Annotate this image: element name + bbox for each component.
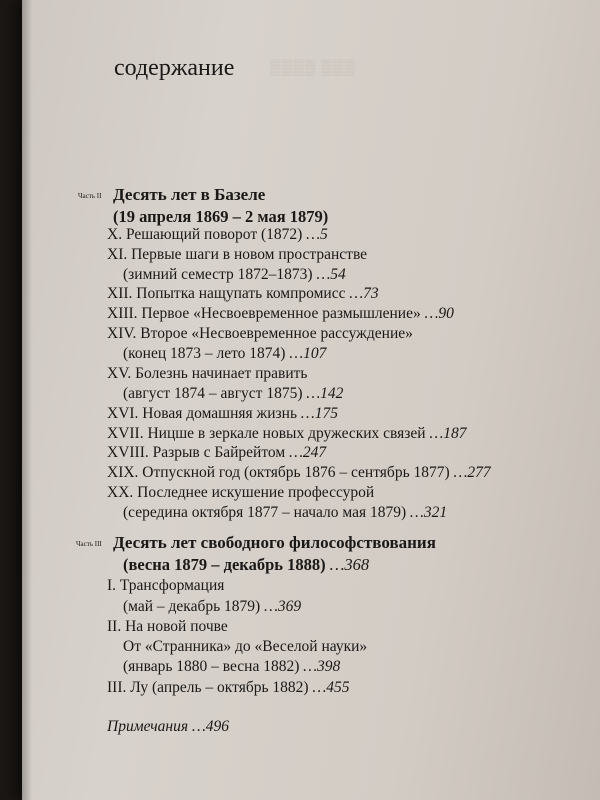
toc-entry: (конец 1873 – лето 1874) …107 [123, 345, 327, 362]
part-3-subtitle: (весна 1879 – декабрь 1888) …368 [123, 555, 370, 574]
page-number: …455 [312, 679, 350, 696]
page-number: …175 [300, 405, 338, 422]
toc-entry: (зимний семестр 1872–1873) …54 [123, 266, 346, 283]
page-number: …187 [429, 425, 467, 442]
toc-entry: (август 1874 – август 1875) …142 [123, 385, 344, 402]
toc-entry: XI. Первые шаги в новом пространстве [107, 246, 368, 263]
toc-entry: X. Решающий поворот (1872) …5 [107, 226, 328, 243]
toc-entry: XVI. Новая домашняя жизнь …175 [107, 405, 338, 422]
bleed-through-text: ▒▒▒▒ ▒▒▒ [270, 60, 357, 76]
page-number: …73 [349, 285, 379, 302]
part-2-title: Десять лет в Базеле [113, 185, 266, 204]
toc-entry: XVII. Ницше в зеркале новых дружеских связей …187 [107, 425, 467, 442]
part-3-label: Часть III [76, 540, 102, 548]
page-number: …142 [306, 385, 344, 402]
toc-entry: II. На новой почве [107, 618, 228, 635]
page-number: …496 [191, 718, 229, 735]
page-number: …54 [316, 266, 346, 283]
page-number: …398 [303, 658, 341, 675]
toc-entry: От «Странника» до «Веселой науки» [123, 638, 368, 655]
toc-entry: (январь 1880 – весна 1882) …398 [123, 658, 341, 675]
part-3-title: Десять лет свободного философствования [113, 533, 436, 552]
page-number: …90 [424, 305, 454, 322]
toc-entry: XIV. Второе «Несвоевременное рассуждение» [107, 325, 413, 342]
toc-entry: XIII. Первое «Несвоевременное размышление» …90 [107, 305, 454, 322]
page-number: …5 [306, 226, 328, 243]
page-edge-shadow [22, 0, 32, 800]
page-number: …277 [453, 464, 491, 481]
toc-entry: XII. Попытка нащупать компромисс …73 [107, 285, 379, 302]
part-2-label: Часть II [78, 192, 102, 200]
toc-entry: XX. Последнее искушение профессурой [107, 484, 375, 501]
page-number: …247 [289, 444, 327, 461]
toc-entry: (середина октября 1877 – начало мая 1879) …321 [123, 504, 448, 521]
toc-entry: XIX. Отпускной год (октябрь 1876 – сентябрь 1877) …277 [107, 464, 491, 481]
part-2-subtitle: (19 апреля 1869 – 2 мая 1879) [113, 207, 329, 226]
page-number: …321 [410, 504, 448, 521]
page-number: …369 [264, 598, 302, 615]
notes-entry: Примечания …496 [107, 718, 229, 735]
toc-entry: XVIII. Разрыв с Байрейтом …247 [107, 444, 327, 461]
toc-entry: I. Трансформация [107, 577, 225, 594]
page-number: …107 [289, 345, 327, 362]
page-number: …368 [329, 555, 370, 574]
toc-entry: (май – декабрь 1879) …369 [123, 598, 302, 615]
toc-entry: III. Лу (апрель – октябрь 1882) …455 [107, 679, 350, 696]
page-title: содержание [114, 55, 235, 81]
toc-entry: XV. Болезнь начинает править [107, 365, 308, 382]
